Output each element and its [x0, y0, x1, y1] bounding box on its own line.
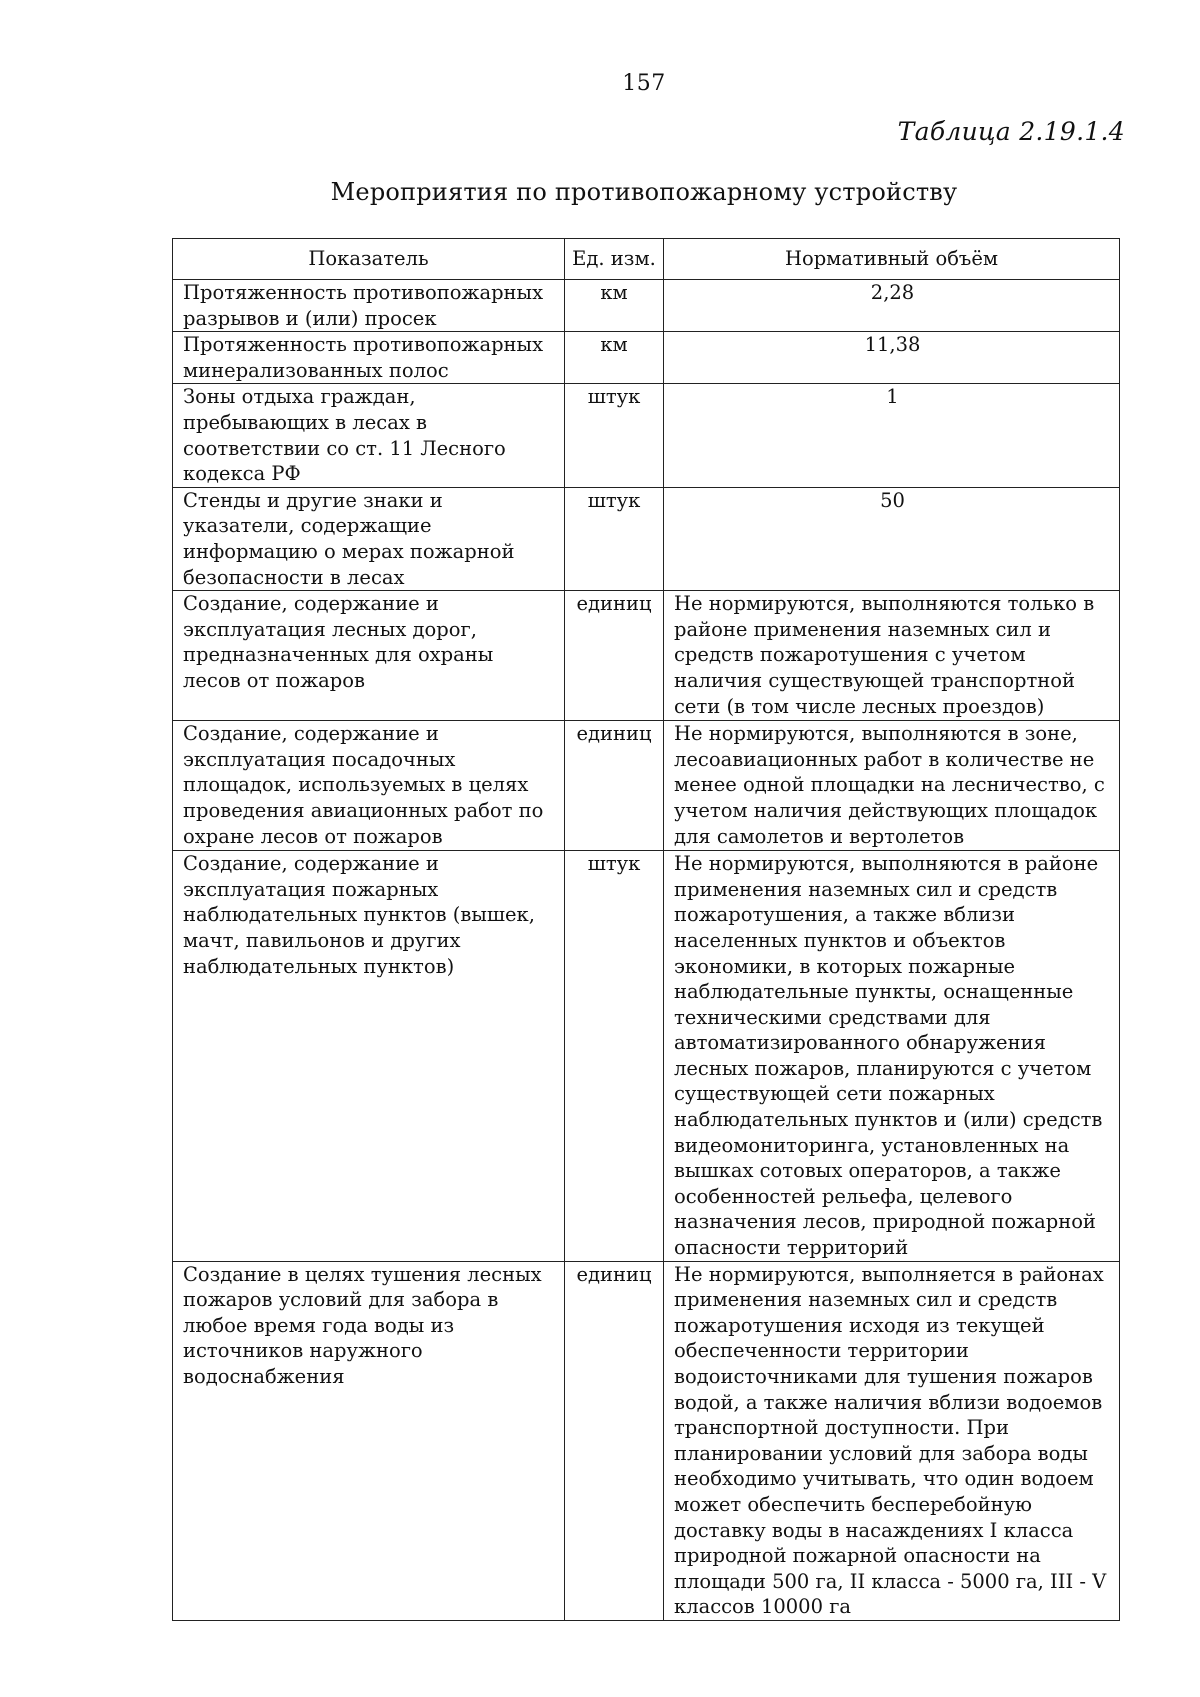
- norm-cell: 11,38: [664, 332, 1120, 384]
- norm-cell: Не нормируются, выполняются в зоне, лесоавиационных работ в количестве не менее одной площадки на лесничество, с учетом наличия действующих площадок для самолетов и вертолетов: [664, 721, 1120, 851]
- indicator-cell: Создание, содержание и эксплуатация лесных дорог, предназначенных для охраны лесов от пожаров: [173, 591, 565, 721]
- table-row: [173, 1261, 1120, 1620]
- norm-cell: 1: [664, 384, 1120, 487]
- unit-cell: штук: [565, 384, 664, 487]
- norm-cell: 2,28: [664, 280, 1120, 332]
- unit-cell: штук: [565, 851, 664, 1262]
- indicator-cell: Протяженность противопожарных разрывов и (или) просек: [173, 280, 565, 332]
- table-row: [173, 487, 1120, 590]
- indicator-cell: Протяженность противопожарных минерализованных полос: [173, 332, 565, 384]
- norm-cell: 50: [664, 487, 1120, 590]
- fire-measures-table: [172, 238, 1120, 1621]
- table-reference: Таблица 2.19.1.4: [897, 117, 1125, 146]
- table-row: [173, 851, 1120, 1262]
- indicator-cell: Стенды и другие знаки и указатели, содержащие информацию о мерах пожарной безопасности в лесах: [173, 487, 565, 590]
- norm-cell: Не нормируются, выполняется в районах применения наземных сил и средств пожаротушения исходя из текущей обеспеченности территории водоисточниками для тушения пожаров водой, а также наличия вблизи водоемов транспортной доступности. При планировании условий для забора воды необходимо учитывать, что один водоем может обеспечить бесперебойную доставку воды в насаждениях I класса природной пожарной опасности на площади 500 га, II класса - 5000 га, III - V классов 10000 га: [664, 1261, 1120, 1620]
- unit-cell: единиц: [565, 591, 664, 721]
- page-number: 157: [622, 71, 666, 96]
- indicator-cell: Создание, содержание и эксплуатация посадочных площадок, используемых в целях проведения авиационных работ по охране лесов от пожаров: [173, 721, 565, 851]
- table-row: [173, 280, 1120, 332]
- table-row: [173, 721, 1120, 851]
- unit-cell: штук: [565, 487, 664, 590]
- norm-cell: Не нормируются, выполняются только в районе применения наземных сил и средств пожаротушения с учетом наличия существующей транспортной сети (в том числе лесных проездов): [664, 591, 1120, 721]
- unit-cell: км: [565, 332, 664, 384]
- indicator-cell: Создание в целях тушения лесных пожаров условий для забора в любое время года воды из источников наружного водоснабжения: [173, 1261, 565, 1620]
- unit-cell: км: [565, 280, 664, 332]
- indicator-cell: Создание, содержание и эксплуатация пожарных наблюдательных пунктов (вышек, мачт, павильонов и других наблюдательных пунктов): [173, 851, 565, 1262]
- table-row: [173, 332, 1120, 384]
- column-header-unit: Ед. изм.: [565, 239, 664, 280]
- column-header-indicator: Показатель: [173, 239, 565, 280]
- unit-cell: единиц: [565, 721, 664, 851]
- unit-cell: единиц: [565, 1261, 664, 1620]
- document-title: Мероприятия по противопожарному устройству: [330, 178, 958, 206]
- norm-cell: Не нормируются, выполняются в районе применения наземных сил и средств пожаротушения, а также вблизи населенных пунктов и объектов экономики, в которых пожарные наблюдательные пункты, оснащенные техническими средствами для автоматизированного обнаружения лесных пожаров, планируются с учетом существующей сети пожарных наблюдательных пунктов и (или) средств видеомониторинга, установленных на вышках сотовых операторов, а также особенностей рельефа, целевого назначения лесов, природной пожарной опасности территорий: [664, 851, 1120, 1262]
- table-row: [173, 591, 1120, 721]
- table-header-row: [173, 239, 1120, 280]
- indicator-cell: Зоны отдыха граждан, пребывающих в лесах в соответствии со ст. 11 Лесного кодекса РФ: [173, 384, 565, 487]
- column-header-norm: Нормативный объём: [664, 239, 1120, 280]
- table-row: [173, 384, 1120, 487]
